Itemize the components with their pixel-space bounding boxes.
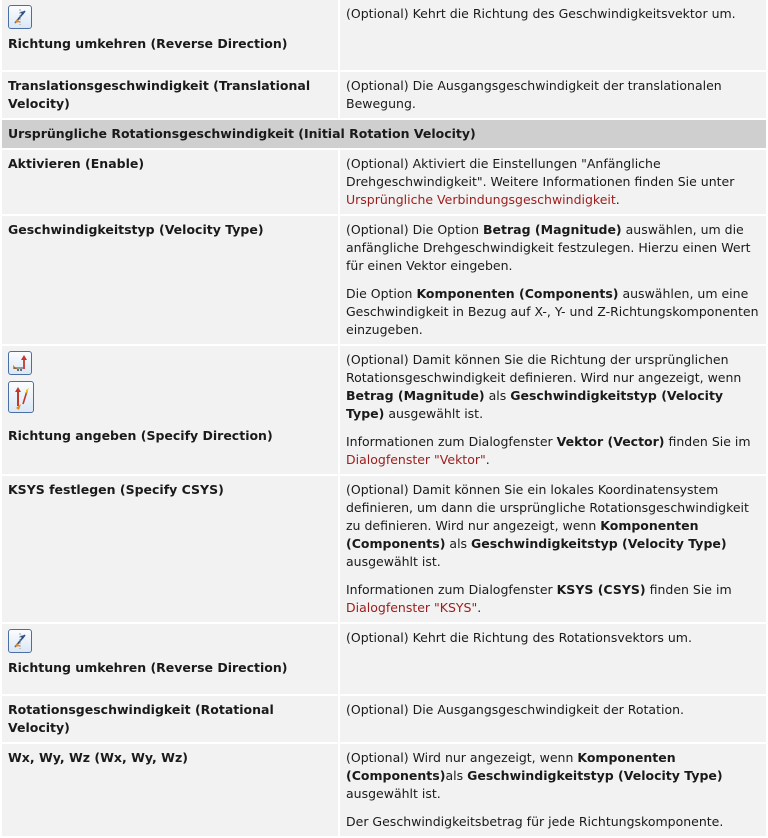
section-header: Ursprüngliche Rotationsgeschwindigkeit (Initial Rotation Velocity)	[2, 120, 766, 148]
description-text: (Optional) Kehrt die Richtung des Geschwindigkeitsvektor um.	[346, 6, 736, 21]
description-paragraph: (Optional) Damit können Sie ein lokales Koordinatensystem definieren, um dann die ursprüngliche Rotationsgeschwindigkeit zu definieren. Wird nur angezeigt, wenn Komponenten (Components) als Geschwindigkeitstyp (Velocity Type) ausgewählt ist.	[346, 482, 749, 569]
row-label-cell	[2, 624, 338, 694]
reverse-direction-label: Richtung umkehren (Reverse Direction)	[8, 36, 288, 51]
description-text: (Optional) Die Ausgangsgeschwindigkeit der translationalen Bewegung.	[346, 78, 722, 111]
description-paragraph: Informationen zum Dialogfenster Vektor (Vector) finden Sie im Dialogfenster "Vektor".	[346, 434, 751, 467]
vector-direction-icon[interactable]	[8, 351, 32, 375]
translational-velocity-label: Translationsgeschwindigkeit (Translational Velocity)	[8, 78, 311, 111]
csys-dialog-link[interactable]: Dialogfenster "KSYS"	[346, 600, 478, 615]
enable-label: Aktivieren (Enable)	[8, 156, 145, 171]
row-desc-cell	[340, 0, 766, 70]
description-paragraph: (Optional) Wird nur angezeigt, wenn Komponenten (Components)als Geschwindigkeitstyp (Velocity Type) ausgewählt ist.	[346, 750, 723, 801]
row-desc-cell	[340, 744, 766, 836]
row-label-cell	[2, 696, 338, 742]
row-desc-cell	[340, 72, 766, 118]
reverse-direction-icon[interactable]	[8, 629, 32, 653]
section-header-row	[2, 120, 766, 148]
table-row	[2, 744, 766, 836]
reverse-direction-label: Richtung umkehren (Reverse Direction)	[8, 660, 288, 675]
row-desc-cell	[340, 696, 766, 742]
description-text: (Optional) Kehrt die Richtung des Rotationsvektors um.	[346, 630, 692, 645]
row-label-cell	[2, 0, 338, 70]
table-row	[2, 216, 766, 344]
row-label-cell	[2, 744, 338, 836]
description-paragraph: Informationen zum Dialogfenster KSYS (CSYS) finden Sie im Dialogfenster "KSYS".	[346, 582, 732, 615]
specify-csys-label: KSYS festlegen (Specify CSYS)	[8, 482, 224, 497]
table-row	[2, 150, 766, 214]
description-paragraph: Die Option Komponenten (Components) auswählen, um eine Geschwindigkeit in Bezug auf X-, Y- und Z-Richtungskomponenten einzugeben.	[346, 286, 759, 337]
row-label-cell	[2, 72, 338, 118]
table-row	[2, 624, 766, 694]
velocity-type-label: Geschwindigkeitstyp (Velocity Type)	[8, 222, 264, 237]
row-desc-cell	[340, 216, 766, 344]
description-text: (Optional) Die Ausgangsgeschwindigkeit der Rotation.	[346, 702, 685, 717]
description-paragraph: (Optional) Damit können Sie die Richtung der ursprünglichen Rotationsgeschwindigkeit definieren. Wird nur angezeigt, wenn Betrag (Magnitude) als Geschwindigkeitstyp (Velocity Type) ausgewählt ist.	[346, 352, 742, 421]
wxyz-label: Wx, Wy, Wz (Wx, Wy, Wz)	[8, 750, 188, 765]
reverse-direction-icon[interactable]	[8, 5, 32, 29]
table-row	[2, 72, 766, 118]
initial-joint-velocity-link[interactable]: Ursprüngliche Verbindungsgeschwindigkeit	[346, 192, 616, 207]
vector-dialog-link[interactable]: Dialogfenster "Vektor"	[346, 452, 486, 467]
table-row	[2, 0, 766, 70]
row-label-cell	[2, 216, 338, 344]
description-paragraph: Der Geschwindigkeitsbetrag für jede Richtungskomponente.	[346, 814, 724, 829]
table-row	[2, 696, 766, 742]
description-paragraph: (Optional) Die Option Betrag (Magnitude) auswählen, um die anfängliche Drehgeschwindigkeit festzulegen. Hierzu einen Wert für einen Vektor eingeben.	[346, 222, 751, 273]
vector-constructor-icon[interactable]	[8, 381, 34, 413]
description-text: (Optional) Aktiviert die Einstellungen "Anfängliche Drehgeschwindigkeit". Weitere Informationen finden Sie unter	[346, 156, 735, 189]
table-row	[2, 476, 766, 622]
row-desc-cell	[340, 346, 766, 474]
row-label-cell	[2, 476, 338, 622]
row-label-cell	[2, 346, 338, 474]
rotational-velocity-label: Rotationsgeschwindigkeit (Rotational Velocity)	[8, 702, 274, 735]
row-label-cell	[2, 150, 338, 214]
row-desc-cell	[340, 476, 766, 622]
row-desc-cell	[340, 624, 766, 694]
specify-direction-label: Richtung angeben (Specify Direction)	[8, 428, 273, 443]
description-text: .	[615, 192, 620, 207]
table-row	[2, 346, 766, 474]
row-desc-cell	[340, 150, 766, 214]
